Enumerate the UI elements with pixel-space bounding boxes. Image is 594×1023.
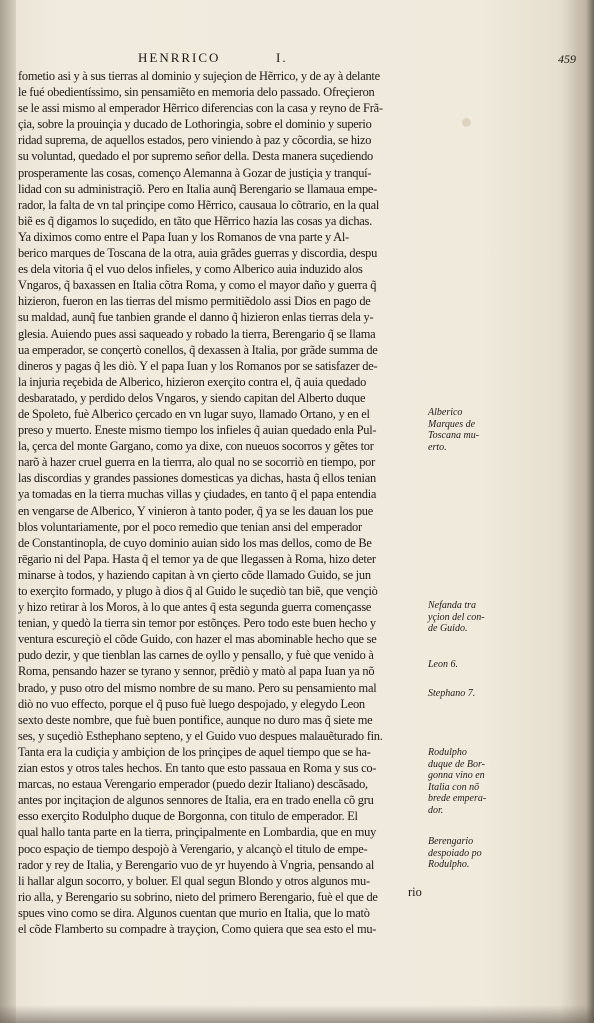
text-line: rēgario ni del Papa. Hasta q̃ el temor ya de que llegassen à Roma, hizo deter <box>18 551 376 566</box>
text-line: qual hallo tanta parte en la tierra, prinçipalmente en Lombardia, que en muy <box>18 825 377 840</box>
text-line: hizieron, fueron en las tierras del mismo permitiẽdolo assi Dios en pago de <box>18 294 371 309</box>
text-line: spues vino como se dira. Algunos cuentan que murio en Italia, que lo matò <box>18 905 370 920</box>
body-text <box>18 68 438 937</box>
margin-note-line: dor. <box>428 804 444 816</box>
margin-notes <box>428 0 528 1023</box>
text-line: biẽ es q̃ digamos lo suçedido, en tãto que Hẽrrico hazia las cosas ya dichas. <box>18 213 372 228</box>
text-line: li hallar algun socorro, y boluer. El qual segun Blondo y otros algunos mu- <box>18 873 370 888</box>
text-line: rador, la falta de vn tal prinçipe como Hẽrrico, causaua lo cõtrario, en la qual <box>18 197 380 212</box>
text-line: su voluntad, quedado el por supremo señor della. Desta manera suçediendo <box>18 149 373 164</box>
margin-note-line: erto. <box>428 441 447 453</box>
text-line: preso y muerto. Eneste mismo tiempo los infieles q̃ auian quedado enla Pul- <box>18 423 377 438</box>
text-line: esso exerçito Rodulpho duque de Borgonna, con titulo de emperador. El <box>18 809 358 824</box>
margin-note <box>428 836 524 871</box>
text-line: rador y rey de Italia, y Berengario vuo de yr huyendo à Vngria, pensando al <box>18 857 375 872</box>
margin-note-line: Alberico <box>428 407 463 418</box>
margin-note <box>428 659 524 671</box>
text-line: zian estos y otros tales hechos. En tanto que esto passaua en Roma y sus co- <box>18 761 377 776</box>
margin-note-line: brede empera- <box>428 793 487 804</box>
margin-note-line: de Guido. <box>428 623 468 634</box>
text-line: minarse à todos, y haziendo capitan à vn çierto cõde llamado Guido, se jun <box>18 567 371 582</box>
margin-note <box>428 600 524 635</box>
text-line: Tanta era la cudiçia y ambiçion de los prinçipes de aquel tiempo que se ha- <box>18 744 371 759</box>
text-line: en vengarse de Alberico, Y vinieron à tanto poder, q̃ ya se les dauan los pue <box>18 503 373 518</box>
text-line: el cõde Flamberto su compadre à trayçion, Como quiera que sea esto el mu- <box>18 921 377 936</box>
text-line: de Constantinopla, de cuyo dominio auian sido los mas dellos, como de Be <box>18 535 372 550</box>
text-line: fometio asi y à sus tierras al dominio y sujeçion de Hẽrrico, y de ay à delante <box>18 69 380 83</box>
text-line: su maldad, aunq̃ fue tanbien grande el danno q̃ hizieron enlas tierras dela y- <box>18 310 374 325</box>
text-line: antes por inçitaçion de algunos sennores de Italia, era en trado enella cõ gru <box>18 793 374 808</box>
page-edge-shadow <box>0 1005 594 1023</box>
margin-note-line: Nefanda tra <box>428 600 477 611</box>
text-line: pudo dezir, y que tienblan las carnes de oyllo y pensallo, y fuè que venido à <box>18 648 374 663</box>
margin-note <box>428 407 524 453</box>
margin-note-line: Marques de <box>428 418 476 430</box>
text-line: Roma, pensando hazer se tyrano y sennor, prẽdiò y matò al papa Iuan ya nõ <box>18 664 375 679</box>
margin-note <box>428 747 524 816</box>
margin-note-line: Berengario <box>428 836 474 847</box>
margin-note-line: Italia con nõ <box>428 781 480 793</box>
margin-note-line: Leon 6. <box>428 659 458 670</box>
text-line: se le assi mismo al emperador Hẽrrico diferencias con la casa y reyno de Frã- <box>18 101 383 116</box>
running-head <box>138 50 576 68</box>
text-line: brado, y puso otro del mismo nombre de su mano. Pero su pensamiento mal <box>18 680 377 695</box>
text-line: blos voluntariamente, por el poco remedio que tenian ansi del emperador <box>18 519 362 534</box>
text-line: Ya diximos como entre el Papa Iuan y los Romanos de vna parte y Al- <box>18 229 349 244</box>
text-line: es dela vitoria q̃ el vuo delos infieles, y como Alberico auia induzido alos <box>18 262 363 277</box>
catchword: rio <box>408 885 422 899</box>
text-line: poco espaçio de tiempo despojò à Verengario, y alcançò el titulo de empe- <box>18 841 368 856</box>
text-line: ya tomadas en la tierra muchas villas y çiudades, en tanto q̃ el papa entendia <box>18 487 377 502</box>
text-line: ses, y suçediò Esthephano septeno, y el Guido vuo despues malauẽturado fin. <box>18 728 383 743</box>
text-line: ventura escureçiò el cõde Guido, con hazer el mas abominable hecho que se <box>18 632 377 647</box>
text-line: de Spoleto, fuè Alberico çercado en vn lugar suyo, llamado Ortano, y en el <box>18 406 370 421</box>
margin-note-line: Rodulpho <box>428 747 467 758</box>
margin-note-line: gonna vino en <box>428 770 485 781</box>
text-line: las discordias y grandes passiones domesticas ya dichas, hasta q̃ ellos tenian <box>18 471 376 486</box>
text-line: diò no vuo effecto, porque el q̃ puso fuè luego despojado, y elegydo Leon <box>18 696 365 711</box>
margin-note-line: despoiado po <box>428 847 482 859</box>
text-line: y hizo retirar à los Moros, à lo que antes q̃ esta segunda guerra començasse <box>18 600 372 615</box>
text-line: dineros y pagas q̃ les diò. Y el papa Iuan y los Romanos por se satisfazer de- <box>18 358 378 373</box>
margin-note <box>428 688 524 700</box>
text-line: la, çerca del monte Gargano, como ya dixe, con nueuos socorros y gẽtes tor <box>18 439 374 454</box>
running-title: HENRRICO <box>138 50 221 65</box>
text-line: ua emperador, se conçertò conellos, q̃ dexassen à Italia, por grãde summa de <box>18 342 378 357</box>
text-line: ridad suprema, de aquellos estados, pero viniendo à paz y cõcordia, se hizo <box>18 133 372 148</box>
page-gutter <box>0 0 16 1023</box>
text-line: berico marques de Toscana de la otra, auia grãdes guerras y discordia, despu <box>18 246 378 261</box>
margin-note-line: Toscana mu- <box>428 430 480 441</box>
text-line: prosperamente las cosas, començo Alemanna à Gozar de justiçia y tranquí- <box>18 165 372 180</box>
margin-note-line: Stephano 7. <box>428 688 476 699</box>
text-line: lidad con su administraçiõ. Pero en Italia aunq̃ Berengario se llamaua empe- <box>18 181 378 196</box>
text-line: narõ à hazer cruel guerra en la tierrra, alo qual no se socorriò en tiempo, por <box>18 455 375 470</box>
text-line: desbaratado, y perdido delos Vngaros, y siendo capitan del Alberto duque <box>18 390 366 405</box>
page-number: 459 <box>558 52 576 66</box>
text-line: Vngaros, q̃ baxassen en Italia cõtra Roma, y como el mayor daño y guerra q̃ <box>18 278 377 293</box>
margin-note-line: duque de Bor- <box>428 758 486 770</box>
text-line: tenian, y quedò la tierra sin temor por estõnçes. Pero todo este buen hecho y <box>18 616 376 631</box>
text-line: le fué obedientíssimo, sin pensamiẽto en memoria delo passado. Ofreçieron <box>18 85 375 100</box>
text-line: çia, sobre la prouinçia y ducado de Lothoringia, sobre el dominio y superio <box>18 117 372 132</box>
margin-note-line: Rodulpho. <box>428 859 470 870</box>
margin-note-line: yçion del con- <box>428 611 485 623</box>
text-line: glesia. Auiendo pues assi saqueado y robado la tierra, Berengario q̃ se llama <box>18 326 376 341</box>
text-line: rio alla, y Berengario su sobrino, nieto del primero Berengario, fuè el que de <box>18 889 378 904</box>
text-line: marcas, no estaua Verengario emperador (puedo dezir Italiano) descãsado, <box>18 777 368 792</box>
text-line: to exerçito formado, y plugo à dios q̃ al Guido le suçediò tan biẽ, que vençiò <box>18 584 378 598</box>
text-line: sexto deste nombre, que fuè buen pontifice, aunque no duro mas q̃ siete me <box>18 712 373 727</box>
book-number: I. <box>276 50 288 65</box>
text-line: la injuria reçebida de Alberico, hizieron exerçito contra el, q̃ auia quedado <box>18 374 367 389</box>
